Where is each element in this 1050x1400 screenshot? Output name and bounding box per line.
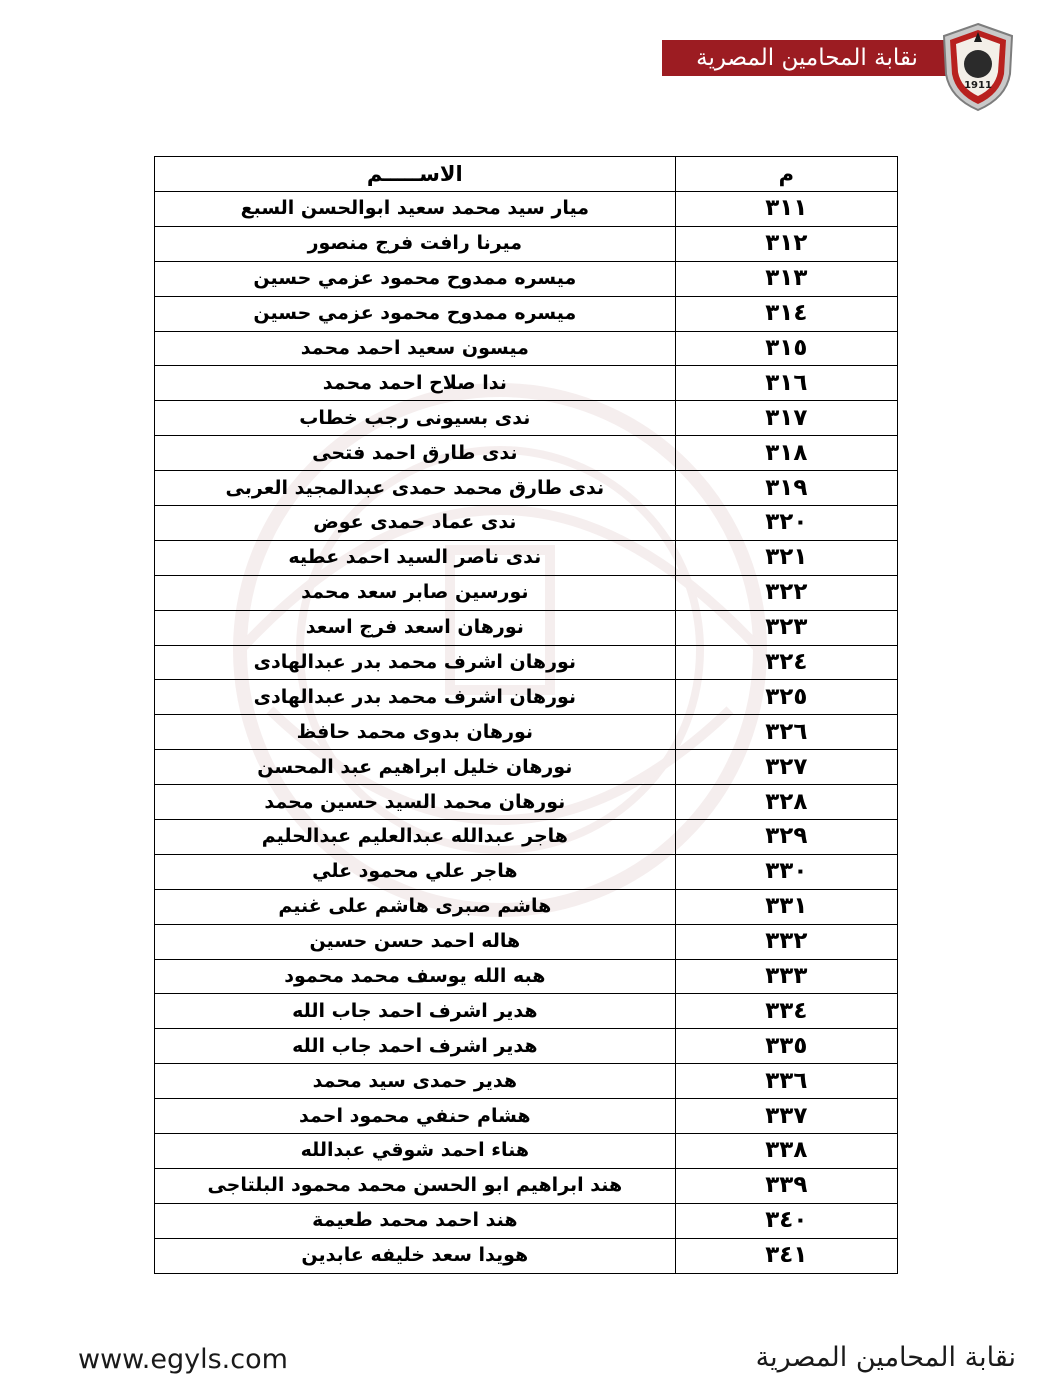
table-row (155, 1029, 898, 1064)
row-number: ٣٣٠ (675, 854, 897, 889)
row-name: ندى طارق محمد حمدى عبدالمجيد العربى (155, 471, 676, 506)
table-row (155, 1238, 898, 1273)
row-number: ٣٣٩ (675, 1168, 897, 1203)
header-name: الاســـــم (155, 157, 676, 192)
roster-body (155, 192, 898, 1274)
header-title: نقابة المحامين المصرية (696, 45, 918, 71)
table-row (155, 296, 898, 331)
row-name: ميرنا رافت فرج منصور (155, 226, 676, 261)
table-row (155, 889, 898, 924)
row-name: هاله احمد حسن حسين (155, 924, 676, 959)
header-banner (662, 40, 952, 76)
table-row (155, 715, 898, 750)
row-number: ٣٤١ (675, 1238, 897, 1273)
row-number: ٣٣٧ (675, 1099, 897, 1134)
row-number: ٣١٤ (675, 296, 897, 331)
row-number: ٣١٢ (675, 226, 897, 261)
row-name: نورهان اشرف محمد بدر عبدالهادى (155, 680, 676, 715)
row-name: هدير اشرف احمد جاب الله (155, 994, 676, 1029)
row-number: ٣٢٠ (675, 506, 897, 541)
table-row (155, 192, 898, 227)
roster-table (154, 156, 898, 1274)
row-name: ندى طارق احمد فتحى (155, 436, 676, 471)
row-name: هدير اشرف احمد جاب الله (155, 1029, 676, 1064)
table-row (155, 924, 898, 959)
row-number: ٣١٦ (675, 366, 897, 401)
table-row (155, 820, 898, 855)
bar-association-shield-icon (940, 22, 1016, 112)
row-number: ٣٢٦ (675, 715, 897, 750)
row-name: ميار سيد محمد سعيد ابوالحسن السبع (155, 192, 676, 227)
row-number: ٣١٨ (675, 436, 897, 471)
row-name: ندى ناصر السيد احمد عطيه (155, 540, 676, 575)
row-number: ٣٢١ (675, 540, 897, 575)
row-number: ٣٢٢ (675, 575, 897, 610)
row-name: هاجر علي محمود علي (155, 854, 676, 889)
table-row (155, 226, 898, 261)
row-number: ٣٣٥ (675, 1029, 897, 1064)
row-name: ميسون سعيد احمد محمد (155, 331, 676, 366)
row-name: نورهان بدوى محمد حافظ (155, 715, 676, 750)
row-name: ندا صلاح احمد محمد (155, 366, 676, 401)
table-row (155, 401, 898, 436)
row-name: هدير حمدى سيد محمد (155, 1064, 676, 1099)
table-row (155, 994, 898, 1029)
table-row (155, 680, 898, 715)
row-name: هاجر عبدالله عبدالعليم عبدالحليم (155, 820, 676, 855)
table-row (155, 540, 898, 575)
table-row (155, 959, 898, 994)
row-number: ٣٣١ (675, 889, 897, 924)
row-number: ٣٢٣ (675, 610, 897, 645)
row-name: نورهان اشرف محمد بدر عبدالهادى (155, 645, 676, 680)
row-number: ٣٣٤ (675, 994, 897, 1029)
row-number: ٣٤٠ (675, 1203, 897, 1238)
table-row (155, 506, 898, 541)
footer-org-name: نقابة المحامين المصرية (755, 1342, 1016, 1373)
table-row (155, 575, 898, 610)
footer-website-link[interactable]: www.egyls.com (78, 1344, 288, 1375)
row-name: هند احمد محمد طعيمة (155, 1203, 676, 1238)
row-name: نورهان محمد السيد حسين محمد (155, 785, 676, 820)
row-name: هناء احمد شوقي عبدالله (155, 1134, 676, 1169)
row-name: هند ابراهيم ابو الحسن محمد محمود البلتاجى (155, 1168, 676, 1203)
row-name: ندى عماد حمدى عوض (155, 506, 676, 541)
row-number: ٣٣٣ (675, 959, 897, 994)
header-number: م (675, 157, 897, 192)
table-row (155, 261, 898, 296)
table-row (155, 1168, 898, 1203)
table-row (155, 366, 898, 401)
row-number: ٣١٧ (675, 401, 897, 436)
row-number: ٣٣٦ (675, 1064, 897, 1099)
row-name: هبه الله يوسف محمد محمود (155, 959, 676, 994)
row-number: ٣٣٨ (675, 1134, 897, 1169)
row-number: ٣٣٢ (675, 924, 897, 959)
row-number: ٣٢٤ (675, 645, 897, 680)
table-row (155, 1064, 898, 1099)
logo-year: 1911 (964, 80, 992, 91)
table-row (155, 750, 898, 785)
row-name: ندى بسيونى رجب خطاب (155, 401, 676, 436)
row-number: ٣١١ (675, 192, 897, 227)
row-number: ٣٢٩ (675, 820, 897, 855)
table-row (155, 1203, 898, 1238)
table-row (155, 471, 898, 506)
row-name: ميسره ممدوح محمود عزمي حسين (155, 296, 676, 331)
table-row (155, 610, 898, 645)
table-row (155, 645, 898, 680)
row-name: نورهان خليل ابراهيم عبد المحسن (155, 750, 676, 785)
row-number: ٣٢٧ (675, 750, 897, 785)
table-header-row (155, 157, 898, 192)
row-number: ٣١٥ (675, 331, 897, 366)
table-row (155, 1134, 898, 1169)
row-name: هويدا سعد خليفه عابدين (155, 1238, 676, 1273)
row-name: هشام حنفي محمود احمد (155, 1099, 676, 1134)
table-row (155, 1099, 898, 1134)
row-number: ٣١٣ (675, 261, 897, 296)
row-number: ٣١٩ (675, 471, 897, 506)
row-name: نورهان اسعد فرج اسعد (155, 610, 676, 645)
row-number: ٣٢٥ (675, 680, 897, 715)
table-row (155, 785, 898, 820)
table-row (155, 331, 898, 366)
table-row (155, 854, 898, 889)
row-name: ميسره ممدوح محمود عزمي حسين (155, 261, 676, 296)
row-number: ٣٢٨ (675, 785, 897, 820)
row-name: هاشم صبرى هاشم على غنيم (155, 889, 676, 924)
row-name: نورسين صابر سعد محمد (155, 575, 676, 610)
table-row (155, 436, 898, 471)
